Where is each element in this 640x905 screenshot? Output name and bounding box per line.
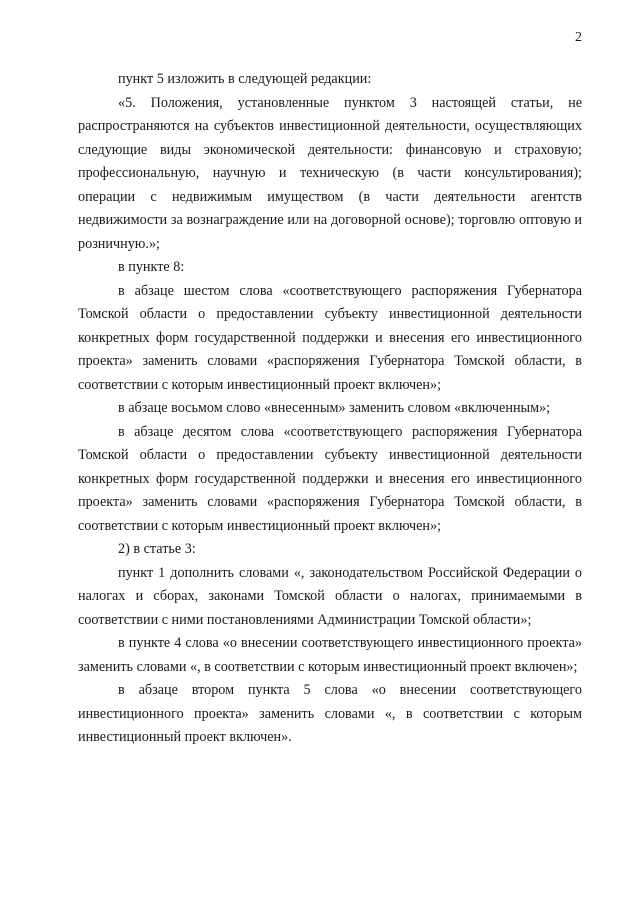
paragraph: в пункте 8:	[118, 259, 185, 275]
paragraph: пункт 5 изложить в следующей редакции:	[118, 71, 372, 87]
paragraph: пункт 1 дополнить словами «, законодательством Российской Федерации о налогах и сборах, законами Томской области о налогах, принимаемыми в соответствии с ними постановлениями Администрации Томской области»;	[78, 564, 582, 628]
paragraph: в абзаце восьмом слово «внесенным» заменить словом «включенным»;	[118, 400, 551, 416]
paragraph: 2) в статье 3:	[118, 541, 196, 557]
paragraph: «5. Положения, установленные пунктом 3 настоящей статьи, не распространяются на субъектов инвестиционной деятельности, осуществляющих следующие виды экономической деятельности: финансовую и страховую; профессиональную, научную и техническую (в части консультирования); операции с недвижимым имуществом (в части деятельности агентств недвижимости за вознаграждение или на договорной основе); торговлю оптовую и розничную.»;	[78, 94, 582, 252]
paragraph: в абзаце втором пункта 5 слова «о внесении соответствующего инвестиционного проекта» заменить словами «, в соответствии с которым инвестиционный проект включен».	[78, 682, 582, 745]
page-number: 2	[575, 30, 582, 45]
document-body	[78, 68, 582, 750]
paragraph: в пункте 4 слова «о внесении соответствующего инвестиционного проекта» заменить словами «, в соответствии с которым инвестиционный проект включен»;	[78, 635, 582, 675]
paragraph: в абзаце шестом слова «соответствующего распоряжения Губернатора Томской области о предоставлении субъекту инвестиционной деятельности конкретных форм государственной поддержки и внесения его инвестиционного проекта» заменить словами «распоряжения Губернатора Томской области, в соответствии с которым инвестиционный проект включен»;	[78, 282, 582, 393]
paragraph: в абзаце десятом слова «соответствующего распоряжения Губернатора Томской области о предоставлении субъекту инвестиционной деятельности конкретных форм государственной поддержки и внесения его инвестиционного проекта» заменить словами «распоряжения Губернатора Томской области, в соответствии с которым инвестиционный проект включен»;	[78, 423, 582, 534]
